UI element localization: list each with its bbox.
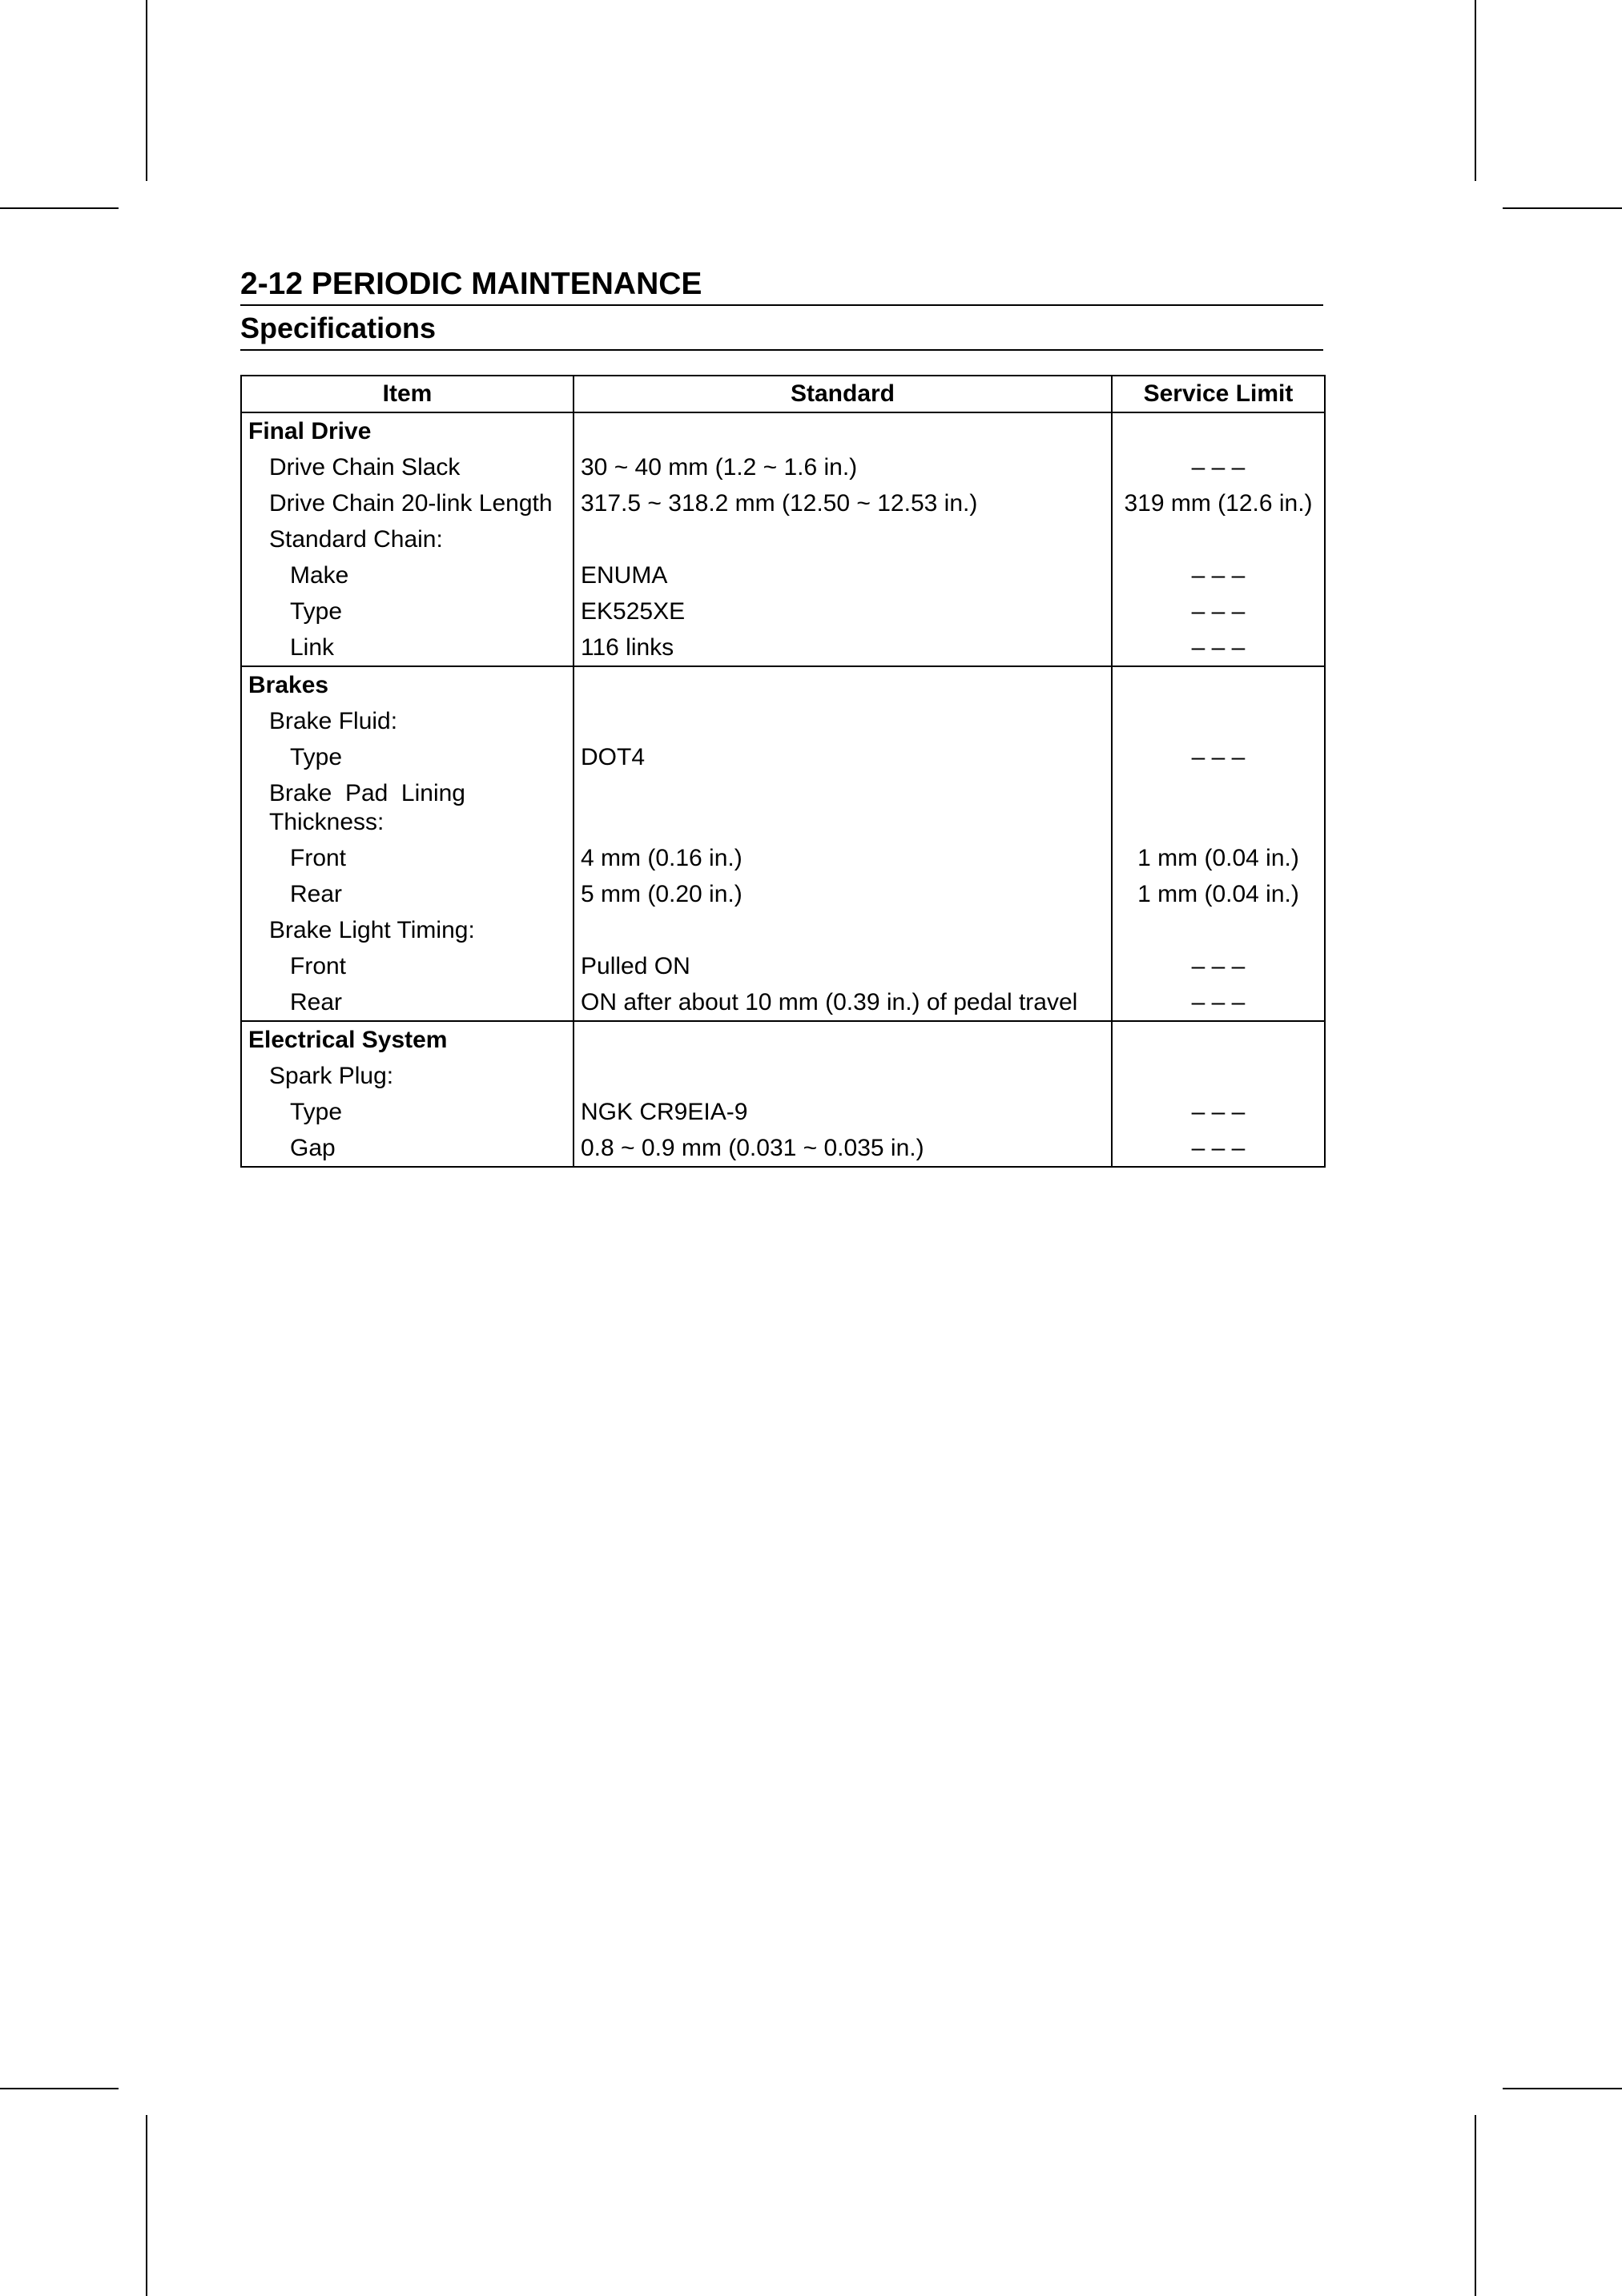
item-line-2: Thickness: <box>269 809 384 835</box>
limit-cell <box>1112 521 1325 557</box>
standard-cell: NGK CR9EIA-9 <box>574 1094 1112 1130</box>
limit-cell: – – – <box>1112 557 1325 593</box>
item-cell: Drive Chain 20-link Length <box>241 485 574 521</box>
item-cell: Brake Fluid: <box>241 703 574 739</box>
limit-cell: 1 mm (0.04 in.) <box>1112 840 1325 876</box>
column-header-standard: Standard <box>574 376 1112 412</box>
item-cell: Gap <box>241 1130 574 1167</box>
standard-cell <box>574 703 1112 739</box>
standard-cell: EK525XE <box>574 593 1112 629</box>
standard-cell <box>574 521 1112 557</box>
limit-cell: – – – <box>1112 449 1325 485</box>
section-rule <box>240 349 1323 351</box>
standard-cell: ON after about 10 mm (0.39 in.) of pedal travel <box>574 984 1112 1021</box>
table-row <box>241 593 1325 629</box>
page-title: 2-12 PERIODIC MAINTENANCE <box>240 267 702 301</box>
table-row <box>241 557 1325 593</box>
standard-cell: 317.5 ~ 318.2 mm (12.50 ~ 12.53 in.) <box>574 485 1112 521</box>
group-label: Final Drive <box>241 412 574 449</box>
item-cell: Front <box>241 948 574 984</box>
item-word: Lining <box>400 780 465 806</box>
standard-cell: 5 mm (0.20 in.) <box>574 876 1112 912</box>
table-row <box>241 449 1325 485</box>
item-cell: Rear <box>241 984 574 1021</box>
table-row <box>241 1058 1325 1094</box>
item-cell: Front <box>241 840 574 876</box>
item-word: Brake <box>269 780 332 806</box>
table-row <box>241 876 1325 912</box>
table-row <box>241 840 1325 876</box>
crop-mark-top-left-vertical <box>146 0 147 181</box>
group-row-electrical-system <box>241 1021 1325 1058</box>
limit-cell <box>1112 703 1325 739</box>
limit-cell: – – – <box>1112 629 1325 666</box>
item-line-1 <box>269 779 465 808</box>
crop-mark-bottom-left-horizontal <box>0 2088 119 2089</box>
standard-cell: Pulled ON <box>574 948 1112 984</box>
limit-cell: 1 mm (0.04 in.) <box>1112 876 1325 912</box>
standard-cell: DOT4 <box>574 739 1112 775</box>
item-cell: Make <box>241 557 574 593</box>
group-row-final-drive <box>241 412 1325 449</box>
crop-mark-bottom-left-vertical <box>146 2115 147 2296</box>
page-header <box>240 264 1323 351</box>
item-cell <box>241 775 574 840</box>
limit-cell <box>1112 912 1325 948</box>
group-row-brakes <box>241 666 1325 703</box>
limit-cell: 319 mm (12.6 in.) <box>1112 485 1325 521</box>
item-cell: Spark Plug: <box>241 1058 574 1094</box>
standard-cell: 0.8 ~ 0.9 mm (0.031 ~ 0.035 in.) <box>574 1130 1112 1167</box>
table-row <box>241 912 1325 948</box>
crop-mark-bottom-right-horizontal <box>1503 2088 1622 2089</box>
crop-mark-top-left-horizontal <box>0 207 119 209</box>
table-row <box>241 703 1325 739</box>
item-cell: Type <box>241 1094 574 1130</box>
table-row <box>241 739 1325 775</box>
item-cell: Standard Chain: <box>241 521 574 557</box>
table-row <box>241 521 1325 557</box>
crop-mark-bottom-right-vertical <box>1475 2115 1476 2296</box>
table-row <box>241 775 1325 840</box>
limit-cell: – – – <box>1112 739 1325 775</box>
standard-cell: 116 links <box>574 629 1112 666</box>
group-label: Brakes <box>241 666 574 703</box>
column-header-service-limit: Service Limit <box>1112 376 1325 412</box>
specifications-table <box>240 375 1326 1168</box>
limit-cell <box>1112 1058 1325 1094</box>
crop-mark-top-right-horizontal <box>1503 207 1622 209</box>
standard-cell: ENUMA <box>574 557 1112 593</box>
table-row <box>241 1130 1325 1167</box>
limit-cell: – – – <box>1112 984 1325 1021</box>
item-cell: Drive Chain Slack <box>241 449 574 485</box>
limit-cell: – – – <box>1112 1130 1325 1167</box>
item-cell: Link <box>241 629 574 666</box>
item-cell: Type <box>241 739 574 775</box>
standard-cell: 4 mm (0.16 in.) <box>574 840 1112 876</box>
crop-mark-top-right-vertical <box>1475 0 1476 181</box>
table-header-row <box>241 376 1325 412</box>
standard-cell: 30 ~ 40 mm (1.2 ~ 1.6 in.) <box>574 449 1112 485</box>
table-row <box>241 1094 1325 1130</box>
group-label: Electrical System <box>241 1021 574 1058</box>
table-row <box>241 984 1325 1021</box>
limit-cell <box>1112 775 1325 840</box>
item-cell: Type <box>241 593 574 629</box>
table-row <box>241 629 1325 666</box>
section-title: Specifications <box>240 312 437 344</box>
standard-cell <box>574 1058 1112 1094</box>
column-header-item: Item <box>241 376 574 412</box>
table-row <box>241 948 1325 984</box>
table-row <box>241 485 1325 521</box>
item-word: Pad <box>344 780 388 806</box>
standard-cell <box>574 775 1112 840</box>
limit-cell: – – – <box>1112 1094 1325 1130</box>
limit-cell: – – – <box>1112 948 1325 984</box>
limit-cell: – – – <box>1112 593 1325 629</box>
item-cell: Rear <box>241 876 574 912</box>
standard-cell <box>574 912 1112 948</box>
item-cell: Brake Light Timing: <box>241 912 574 948</box>
